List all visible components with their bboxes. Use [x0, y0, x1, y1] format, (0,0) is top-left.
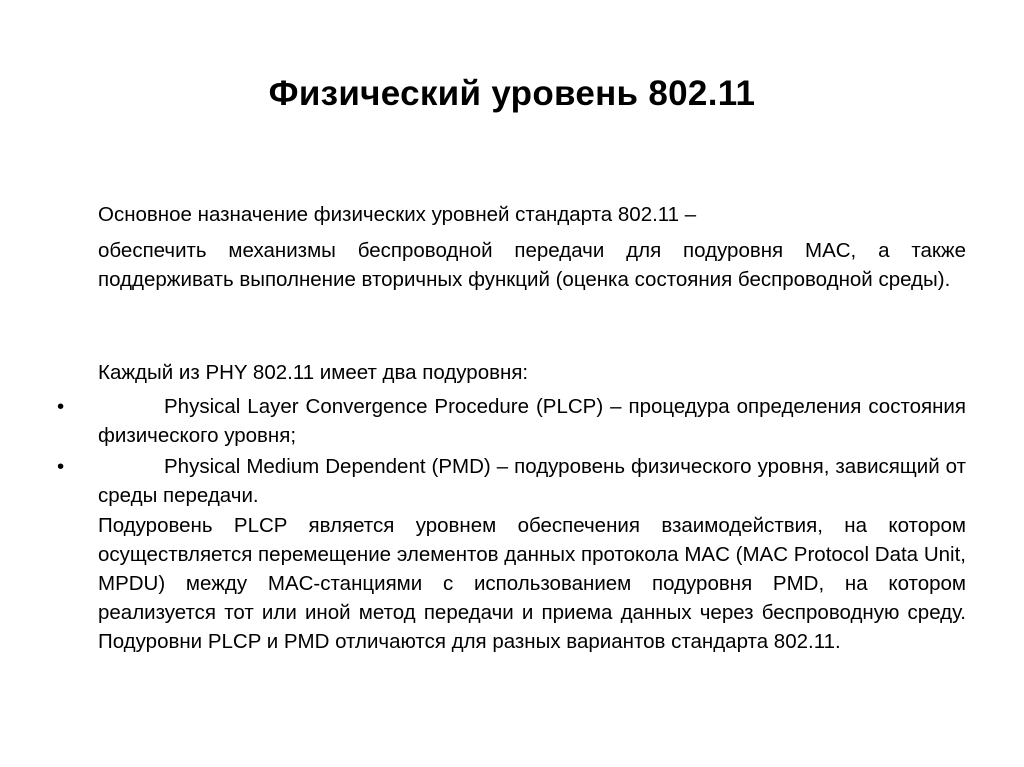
bullet-marker: • [57, 455, 65, 478]
plcp-description-text: Подуровень PLCP является уровнем обеспечения взаимодействия, на котором осуществляется перемещение элементов данных протокола MAC (MAC Protocol Data Unit, MPDU) между MAC-станциями с использованием подуровня PMD, на котором реализуется тот или иной метод передачи и приема данных через беспроводную среду. Подуровни PLCP и PMD отличаются для разных вариантов стандарта 802.11. [98, 514, 966, 653]
phy-sublayers-intro: Каждый из PHY 802.11 имеет два подуровня: [98, 361, 529, 384]
bullet-text-plcp: Physical Layer Convergence Procedure (PLCP) – процедура определения состояния физического уровня; [98, 395, 966, 447]
bullet-marker: • [57, 395, 65, 418]
slide-title: Физический уровень 802.11 [268, 74, 756, 113]
intro-text: Основное назначение физических уровней стандарта 802.11 – [98, 203, 697, 226]
bullet-text-pmd: Physical Medium Dependent (PMD) – подуровень физического уровня, зависящий от среды передачи. [98, 455, 966, 507]
intro-body-text: обеспечить механизмы беспроводной передачи для подуровня MAC, а также поддерживать выполнение вторичных функций (оценка состояния беспроводной среды). [98, 239, 966, 291]
